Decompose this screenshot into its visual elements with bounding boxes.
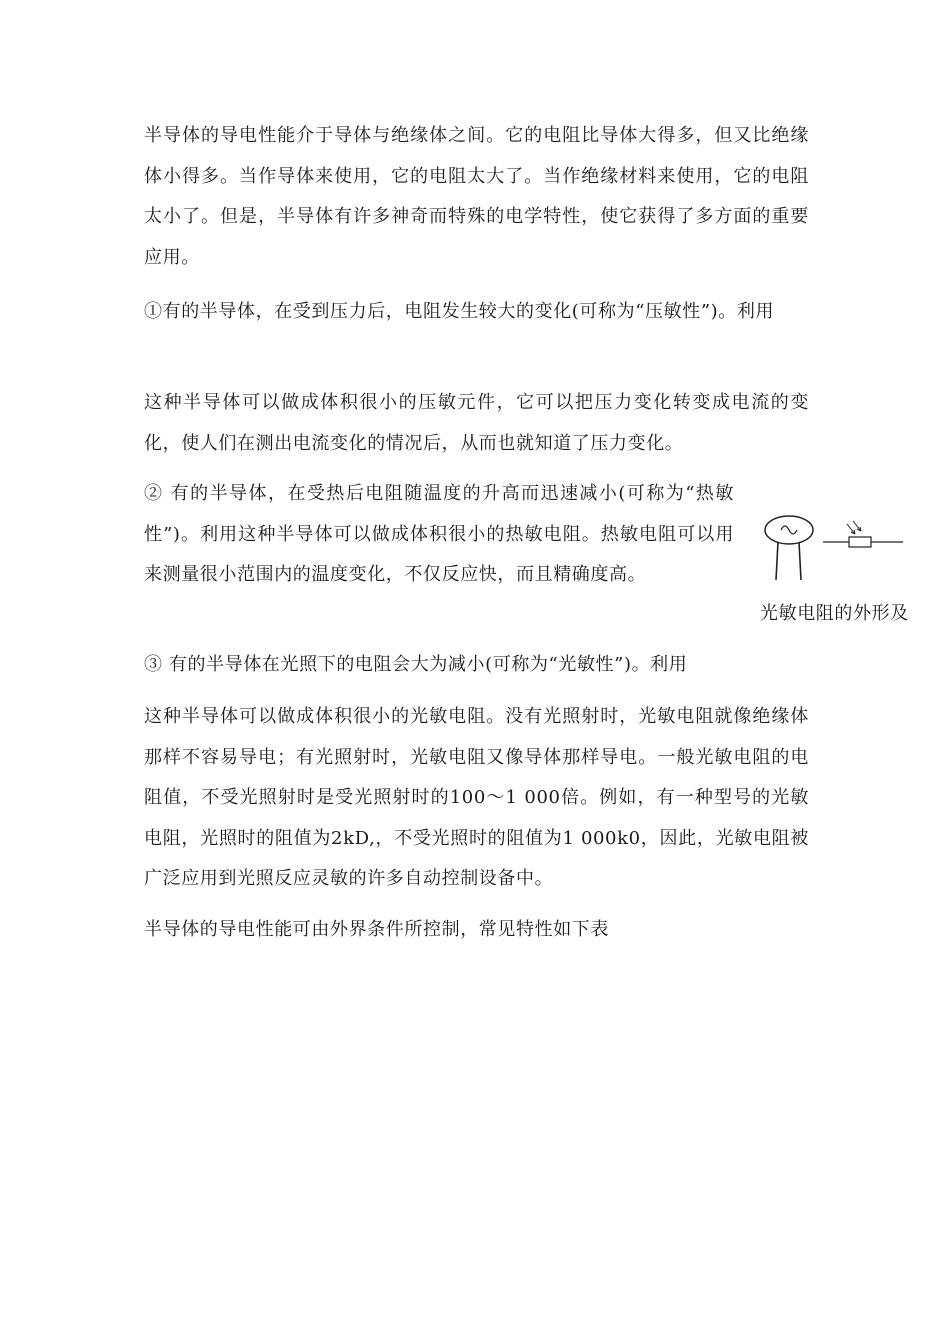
paragraph-pressure-sensitivity-body: 这种半导体可以做成体积很小的压敏元件，它可以把压力变化转变成电流的变化，使人们在测出电流变化的情况后，从而也就知道了压力变化。 xyxy=(144,392,809,454)
paragraph-light-sensitivity-head: ③ 有的半导体在光照下的电阻会大为减小(可称为“光敏性”)。利用 xyxy=(144,654,688,675)
symbol-resistor xyxy=(849,537,871,547)
photoresistor-lead-right xyxy=(799,542,801,580)
photoresistor-figure xyxy=(755,508,945,638)
photoresistor-illustration xyxy=(755,508,945,598)
photoresistor-lead-left xyxy=(776,542,778,580)
paragraph-intro: 半导体的导电性能介于导体与绝缘体之间。它的电阻比导体大得多，但又比绝缘体小得多。当作导体来使用，它的电阻太大了。当作绝缘材料来使用，它的电阻太小了。但是，半导体有许多神奇而特殊的电学特性，使它获得了多方面的重要应用。 xyxy=(144,125,809,268)
paragraph-pressure-sensitivity-head: ①有的半导体，在受到压力后，电阻发生较大的变化(可称为“压敏性”)。利用 xyxy=(144,301,775,322)
figure-caption: 光敏电阻的外形及 xyxy=(760,603,909,624)
photoresistor-track xyxy=(781,526,797,534)
paragraph-closing: 半导体的导电性能可由外界条件所控制，常见特性如下表 xyxy=(144,919,609,940)
paragraph-thermal-sensitivity: ② 有的半导体，在受热后电阻随温度的升高而迅速减小(可称为“热敏性”)。利用这种半导体可以做成体积很小的热敏电阻。热敏电阻可以用来测量很小范围内的温度变化，不仅反应快，而且精确度高。 xyxy=(144,483,734,585)
paragraph-light-sensitivity-body: 这种半导体可以做成体积很小的光敏电阻。没有光照射时，光敏电阻就像绝缘体那样不容易导电；有光照射时，光敏电阻又像导体那样导电。一般光敏电阻的电阻值，不受光照射时是受光照射时的100～1 000倍。例如，有一种型号的光敏电阻，光照时的阻值为2kD,，不受光照时的阻值为1 000k0，因此，光敏电阻被广泛应用到光照反应灵敏的许多自动控制设备中。 xyxy=(144,706,809,889)
